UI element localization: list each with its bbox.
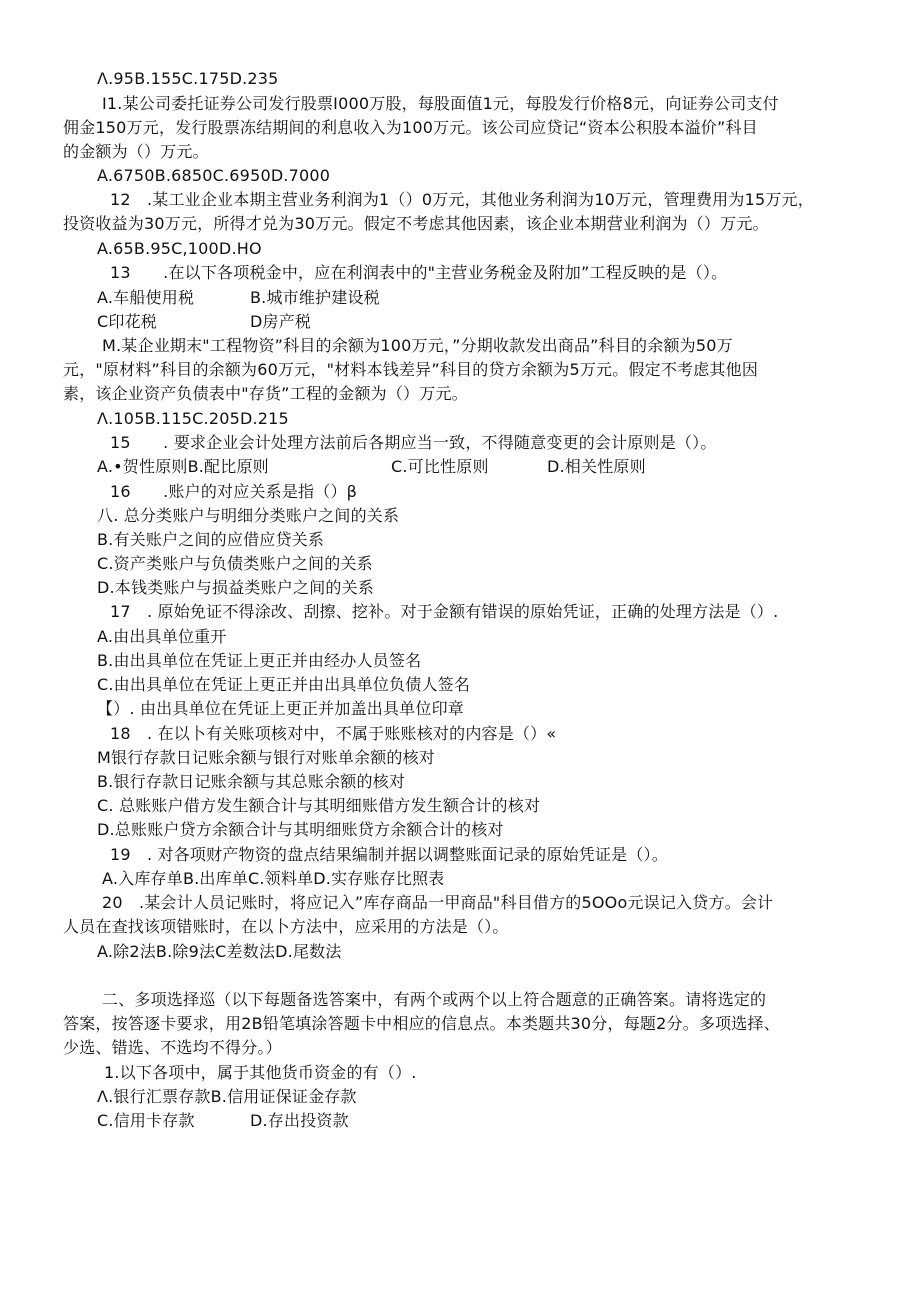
mq1-option-d: D.存出投资款 [250, 1111, 349, 1130]
q14-line-1: M.某企业期末"工程物资”科目的余额为100万元，”分期收款发出商品”科目的余额为50万 [102, 336, 733, 355]
q14-line-3: 素，该企业资产负债表中"存货”工程的金额为（）万元。 [63, 384, 468, 403]
section-2-heading-line-1: 二、多项选择巡（以下每题备选答案中，有两个或两个以上符合题意的正确答案。请将选定的 [102, 990, 767, 1009]
q11-line-3: 的金额为（）万元。 [63, 142, 209, 161]
q12-line-2: 投资收益为30万元，所得才兑为30万元。假定不考虑其他因素，该企业本期营业利润为（）万元。 [63, 214, 769, 233]
q17-option-a: A.由出具单位重开 [97, 627, 227, 646]
q18-option-b: B.银行存款日记账余额与其总账余额的核对 [97, 772, 406, 791]
q11-line-1: I1.某公司委托证券公司发行股票I000万股，每股面值1元，每股发行价格8元，向证券公司支付 [102, 94, 779, 113]
q13-question: 13 .在以下各项税金中，应在利润表中的"主营业务税金及附加”工程反映的是（）。 [110, 263, 728, 282]
q18-option-d: D.总账账户贷方余额合计与其明细账贷方余额合计的核对 [97, 820, 504, 839]
q20-line-1: 20 .某会计人员记账时，将应记入”库存商品一甲商品"科目借方的5OOo元误记入贷方。会计 [102, 893, 774, 912]
q17-question: 17 . 原始免证不得涂改、刮擦、挖补。对于金额有错误的原始凭证，正确的处理方法是（）. [110, 602, 779, 621]
q16-question: 16 .账户的对应关系是指（）β [110, 482, 358, 501]
q10-options: Λ.95B.155C.175D.235 [97, 69, 279, 88]
q11-line-2: 佣金150万元，发行股票冻结期间的利息收入为100万元。该公司应贷记“资本公积股本溢价”科目 [63, 118, 758, 137]
q12-line-1: 12 .某工业企业本期主营业务利润为1（）0万元，其他业务利润为10万元，管理费用为15万元， [110, 190, 814, 209]
q14-line-2: 元，"原材料”科目的余额为60万元，"材料本钱差异”科目的贷方余额为5万元。假定不考虑其他因 [63, 360, 759, 379]
q13-option-c: C印花税 [97, 312, 157, 331]
q19-options: A.入库存单B.出库单C.领料单D.实存账存比照表 [102, 869, 445, 888]
q18-option-c: C. 总账账户借方发生额合计与其明细账借方发生额合计的核对 [97, 796, 541, 815]
q15-question: 15 . 要求企业会计处理方法前后各期应当一致，不得随意变更的会计原则是（）。 [110, 433, 717, 452]
mq1-option-ab: Λ.银行汇票存款B.信用证保证金存款 [97, 1087, 357, 1106]
q15-option-d: D.相关性原则 [547, 457, 646, 476]
q16-option-d: D.本钱类账户与损益类账户之间的关系 [97, 578, 375, 597]
q13-option-a: A.车船使用税 [97, 288, 195, 307]
q18-option-a: M银行存款日记账余额与银行对账单余额的核对 [97, 748, 436, 767]
q13-option-d: D房产税 [250, 312, 312, 331]
q18-question: 18 . 在以卜有关账项核对中，不属于账账核对的内容是（）« [110, 724, 557, 743]
q12-options: A.65B.95C,100D.HO [97, 239, 262, 258]
q14-options: Λ.105B.115C.205D.215 [97, 409, 289, 428]
q19-question: 19 . 对各项财产物资的盘点结果编制并据以调整账面记录的原始凭证是（）。 [110, 845, 668, 864]
q20-options: A.除2法B.除9法C差数法D.尾数法 [97, 942, 342, 961]
q16-option-c: C.资产类账户与负债类账户之间的关系 [97, 554, 373, 573]
q16-option-b: B.有关账户之间的应借应贷关系 [97, 530, 325, 549]
section-2-heading-line-2: 答案，按答逐卡要求，用2B铅笔填涂答题卡中相应的信息点。本类题共30分，每题2分。多项选择、 [63, 1014, 780, 1033]
q15-option-ab: A.•贺性原则B.配比原则 [97, 457, 269, 476]
q13-option-b: B.城市维护建设税 [250, 288, 380, 307]
q15-option-c: C.可比性原则 [391, 457, 489, 476]
q17-option-d: 【）. 由出具单位在凭证上更正并加盖出具单位印章 [97, 699, 464, 718]
q16-option-a: 八. 总分类账户与明细分类账户之间的关系 [97, 506, 400, 525]
q17-option-b: B.由出具单位在凭证上更正并由经办人员签名 [97, 651, 422, 670]
q11-options: A.6750B.6850C.6950D.7000 [97, 166, 331, 185]
mq1-option-c: C.信用卡存款 [97, 1111, 195, 1130]
q20-line-2: 人员在查找该项错账时，在以卜方法中，应采用的方法是（）。 [63, 917, 509, 936]
section-2-heading-line-3: 少选、错选、不选均不得分。） [63, 1038, 282, 1057]
mq1-question: 1.以下各项中，属于其他货币资金的有（）. [104, 1063, 417, 1082]
q17-option-c: C.由出具单位在凭证上更正并由出具单位负债人签名 [97, 675, 471, 694]
